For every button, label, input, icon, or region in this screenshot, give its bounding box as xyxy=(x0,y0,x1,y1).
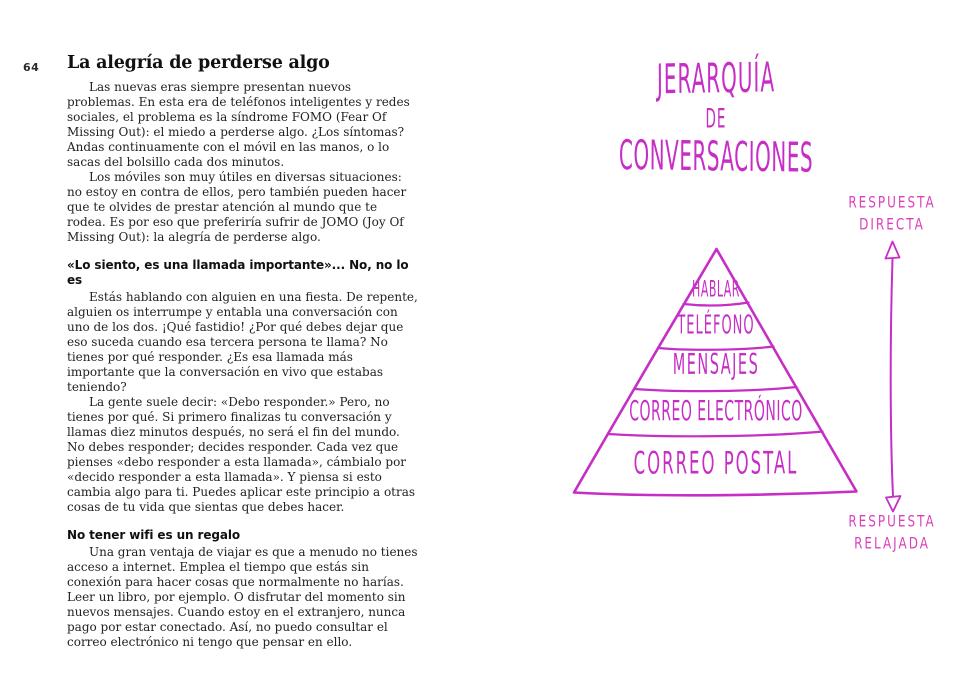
paragraph: Los móviles son muy útiles en diversas situaciones: no estoy en contra de ellos, pero también pueden hacer que te olvides de prestar atención al mundo que te rodea. Es por eso que preferiría sufrir de JOMO (Joy Of Missing Out): la alegría de perderse algo. xyxy=(67,170,407,244)
section-heading: No tener wifi es un regalo xyxy=(67,528,241,542)
axis-label-direct-response xyxy=(812,192,972,236)
pyramid-divider xyxy=(684,303,749,306)
pyramid-level-label: TELÉFONO xyxy=(677,311,755,342)
diagram-title-line: CONVERSACIONES xyxy=(618,130,814,182)
paragraph: Las nuevas eras siempre presentan nuevos problemas. En esta era de teléfonos inteligentes y redes sociales, el problema es la síndrome FOMO (Fear Of Missing Out): el miedo a perderse algo. ¿Los síntomas? Andas continuamente con el móvil en las manos, o lo sacas del bolsillo cada dos minutos. xyxy=(67,80,410,169)
axis-label-relaxed-response xyxy=(812,511,972,555)
axis-label-line: RESPUESTA xyxy=(848,512,936,531)
pyramid-level-label: CORREO ELECTRÓNICO xyxy=(629,396,803,428)
axis-label-line: RESPUESTA xyxy=(848,193,936,212)
pyramid-divider xyxy=(635,387,797,391)
arrow-head-up-icon xyxy=(886,242,900,259)
section-heading: «Lo siento, es una llamada importante»... No, no lo es xyxy=(67,258,409,287)
pyramid-divider xyxy=(658,347,774,350)
diagram-title-line: JERARQUÍA xyxy=(656,52,776,104)
axis-label-line: RELAJADA xyxy=(854,534,930,553)
pyramid-level-label: MENSAJES xyxy=(672,350,760,382)
paragraph: La gente suele decir: «Debo responder.» Pero, no tienes por qué. Si primero finalizas tu conversación y llamas diez minutos después, no será el fin del mundo. No debes responder; decides responder. Cada vez que pienses «debo responder a esta llamada», cámbialo por «decido responder a esta llamada». Y piensa si esto cambia algo para ti. Puedes aplicar este principio a otras cosas de tu vida que sientas que debes hacer. xyxy=(67,395,416,514)
pyramid-level-label: HABLAR xyxy=(692,276,740,303)
axis-label-line: DIRECTA xyxy=(859,215,925,234)
pyramid-divider xyxy=(608,432,823,437)
arrow-head-down-icon xyxy=(886,496,901,512)
conversation-hierarchy-diagram xyxy=(490,0,980,700)
diagram-title-line: DE xyxy=(705,103,727,136)
left-page-text-column xyxy=(67,53,418,650)
page-number: 64 xyxy=(23,61,40,74)
paragraph: Estás hablando con alguien en una fiesta. De repente, alguien os interrumpe y entabla una conversación con uno de los dos. ¡Qué fastidio! ¿Por qué debes dejar que eso suceda cuando esa tercera persona te llama? No tienes por qué responder. ¿Es esa llamada más importante que la conversación en vivo que estabas teniendo? xyxy=(67,290,418,394)
pyramid-level-label: CORREO POSTAL xyxy=(633,445,799,482)
article-title: La alegría de perderse algo xyxy=(67,53,330,73)
paragraph: Una gran ventaja de viajar es que a menudo no tienes acceso a internet. Emplea el tiempo que estás sin conexión para hacer cosas que normalmente no harías. Leer un libro, por ejemplo. O disfrutar del momento sin nuevos mensajes. Cuando estoy en el extranjero, nunca pago por estar conectado. Así, no puedo consultar el correo electrónico ni tengo que pensar en ello. xyxy=(67,545,418,649)
